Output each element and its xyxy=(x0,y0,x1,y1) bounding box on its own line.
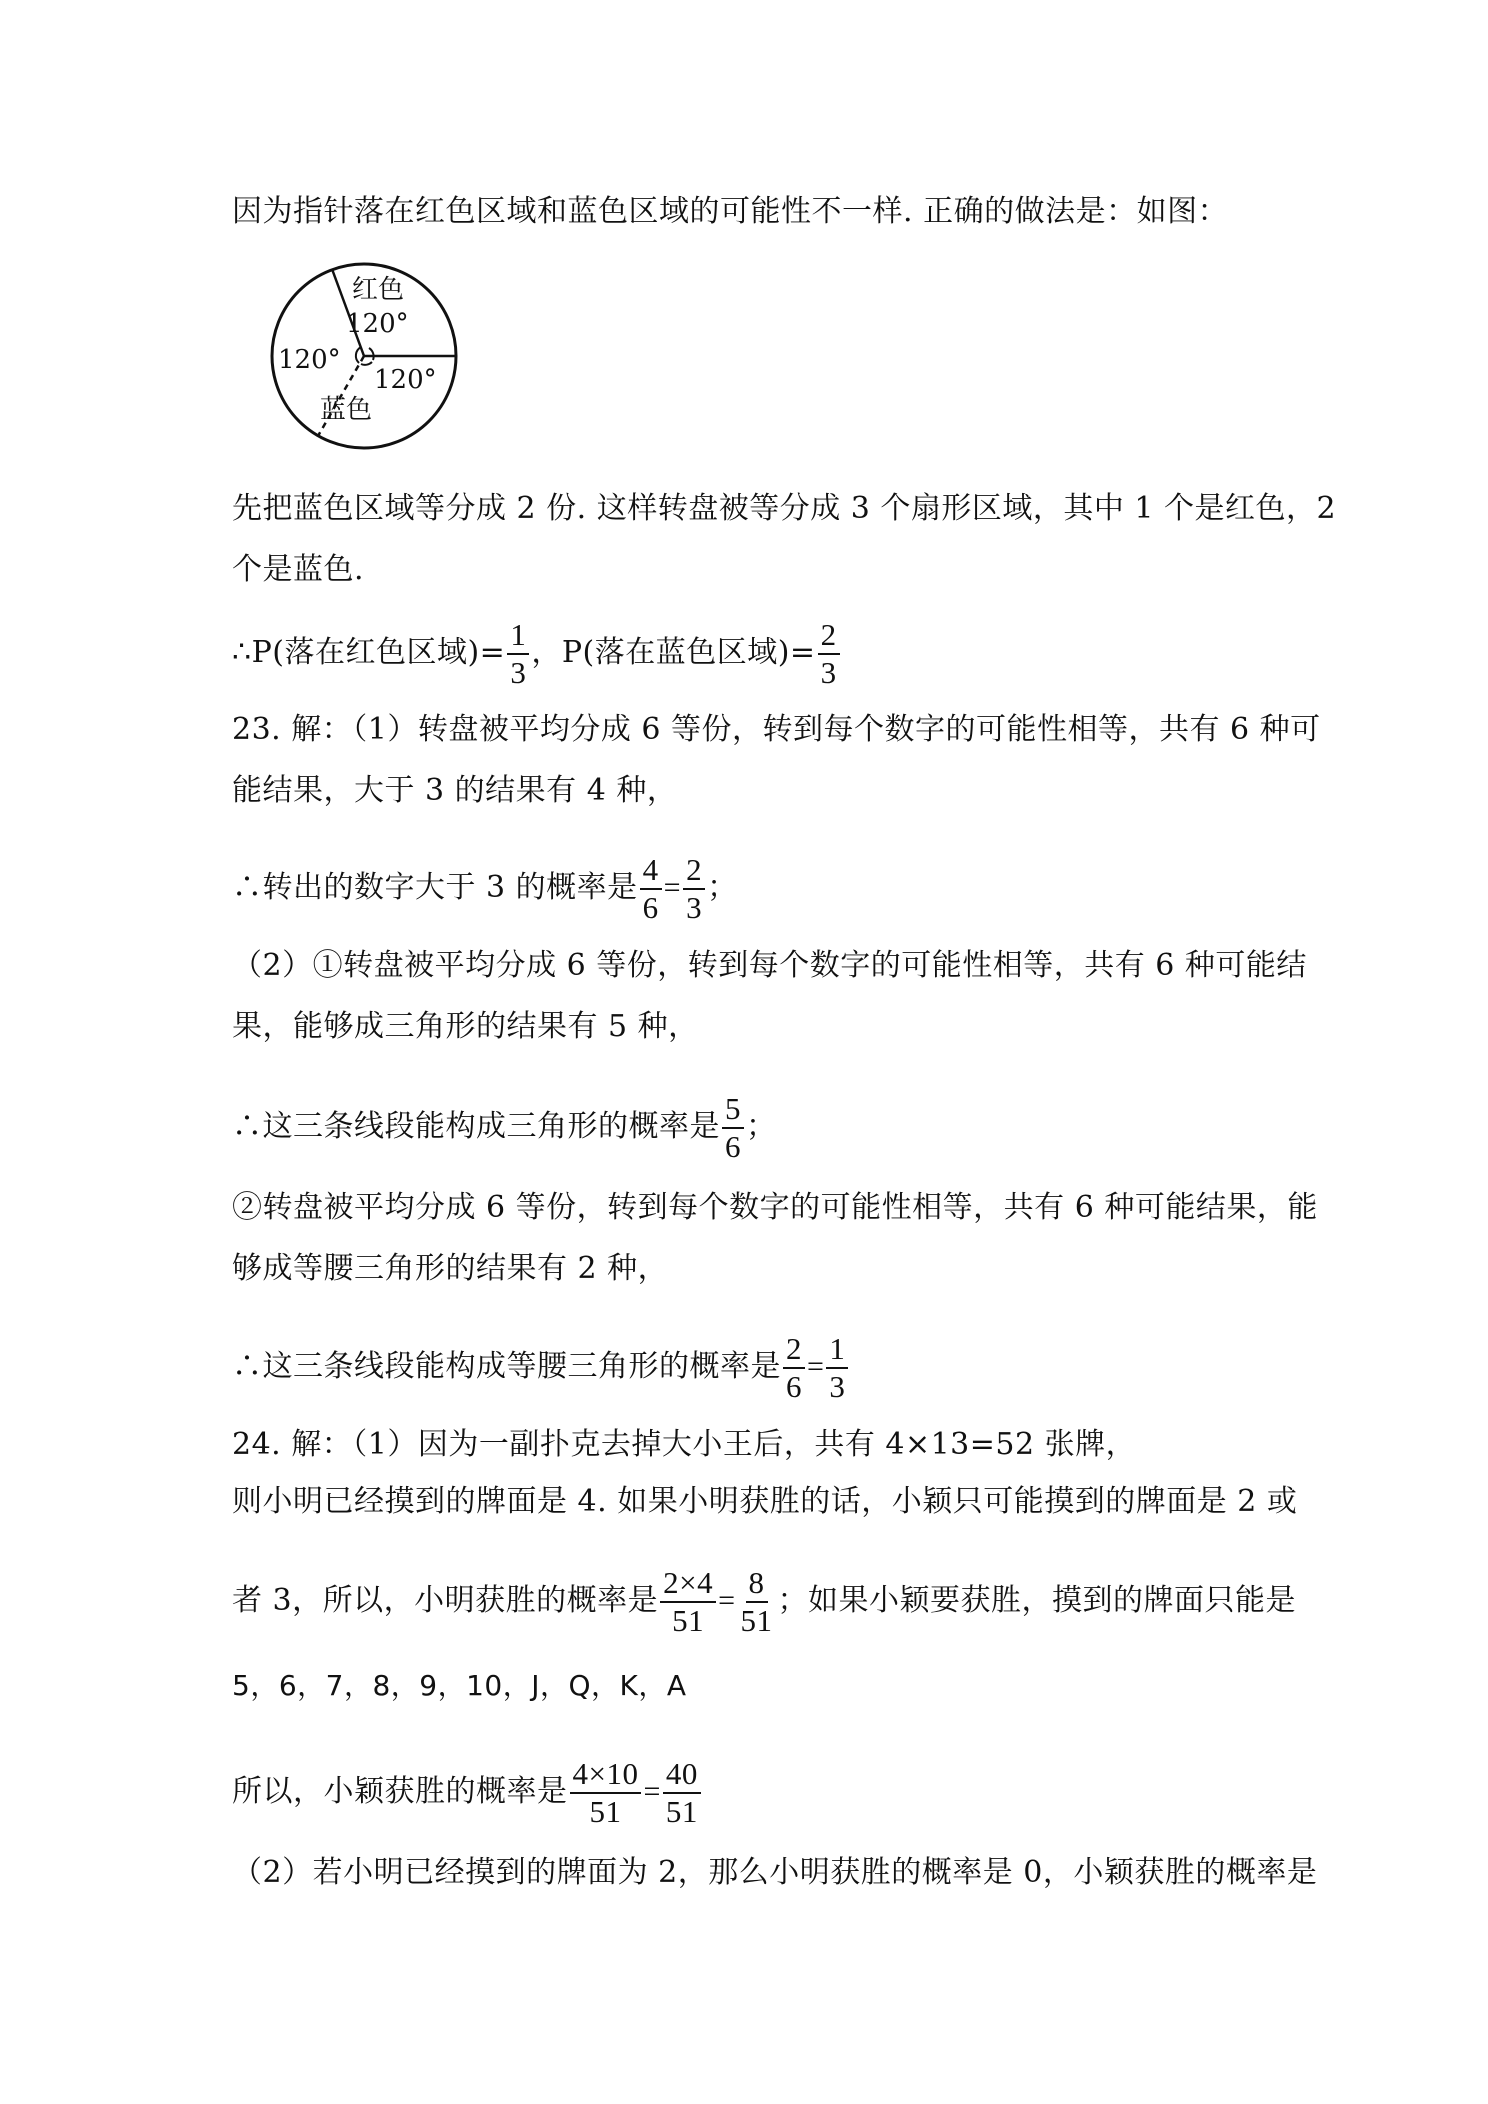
text-line-8: （2）①转盘被平均分成 6 等份，转到每个数字的可能性相等，共有 6 种可能结 xyxy=(232,948,1307,983)
text-line-15: 则小明已经摸到的牌面是 4. 如果小明获胜的话，小颖只可能摸到的牌面是 2 或 xyxy=(232,1484,1298,1519)
l4-text-b: ，P(落在蓝色区域)= xyxy=(531,635,816,670)
fraction-numerator: 2 xyxy=(783,1331,805,1369)
fraction-denominator: 3 xyxy=(510,655,527,690)
angle-left-label: 120° xyxy=(278,345,341,375)
equals-sign: = xyxy=(718,1584,736,1617)
text-line-19: （2）若小明已经摸到的牌面为 2，那么小明获胜的概率是 0，小颖获胜的概率是 xyxy=(232,1855,1318,1890)
l7-text: ∴转出的数字大于 3 的概率是 xyxy=(232,870,638,905)
fraction-5-6 xyxy=(722,1091,744,1165)
l18-text: 所以，小颖获胜的概率是 xyxy=(232,1774,568,1809)
fraction-numerator: 1 xyxy=(507,617,529,655)
fraction-1-3 xyxy=(507,617,529,691)
fraction-2-3 xyxy=(818,617,840,691)
text-line-18 xyxy=(232,1756,703,1830)
fraction-denominator: 6 xyxy=(786,1369,802,1404)
angle-top-label: 120° xyxy=(346,309,409,339)
text-line-16 xyxy=(232,1565,1296,1639)
text-line-3: 个是蓝色. xyxy=(232,552,365,587)
text-line-12: 够成等腰三角形的结果有 2 种， xyxy=(232,1251,669,1286)
fraction-40-51 xyxy=(663,1756,701,1830)
l16-text-a: 者 3，所以，小明获胜的概率是 xyxy=(232,1583,659,1618)
text-line-13 xyxy=(232,1331,850,1405)
text-line-1: 因为指针落在红色区域和蓝色区域的可能性不一样. 正确的做法是：如图： xyxy=(232,194,1229,229)
fraction-numerator: 4×10 xyxy=(570,1756,642,1794)
fraction-denominator: 6 xyxy=(725,1129,741,1164)
fraction-numerator: 40 xyxy=(663,1756,701,1794)
fraction-numerator: 8 xyxy=(746,1565,768,1603)
spinner-diagram xyxy=(268,256,488,456)
fraction-numerator: 2 xyxy=(818,617,840,655)
fraction-denominator: 51 xyxy=(665,1794,698,1829)
fraction-numerator: 2 xyxy=(683,852,705,890)
fraction-denominator: 51 xyxy=(740,1603,773,1638)
l16-text-b: ；如果小颖要获胜，摸到的牌面只能是 xyxy=(777,1583,1297,1618)
fraction-denominator: 3 xyxy=(686,890,703,925)
text-line-10 xyxy=(232,1091,777,1165)
fraction-4-6 xyxy=(640,852,662,926)
angle-right-label: 120° xyxy=(374,365,437,395)
fraction-numerator: 4 xyxy=(640,852,662,890)
l4-text-a: ∴P(落在红色区域)= xyxy=(232,635,506,670)
text-line-9: 果，能够成三角形的结果有 5 种， xyxy=(232,1009,699,1044)
fraction-denominator: 6 xyxy=(642,890,659,925)
text-line-7 xyxy=(232,852,738,926)
l10-text: ∴这三条线段能构成三角形的概率是 xyxy=(232,1109,720,1144)
text-line-5: 23. 解：（1）转盘被平均分成 6 等份，转到每个数字的可能性相等，共有 6 种可 xyxy=(232,712,1321,747)
text-line-17: 5，6，7，8，9，10，J，Q，K，A xyxy=(232,1669,687,1702)
blue-label: 蓝色 xyxy=(320,395,373,425)
fraction-8-51 xyxy=(738,1565,776,1639)
text-line-2: 先把蓝色区域等分成 2 份. 这样转盘被等分成 3 个扇形区域，其中 1 个是红色，2 xyxy=(232,491,1337,526)
fraction-2x4-51 xyxy=(660,1565,716,1639)
text-line-4 xyxy=(232,617,842,691)
equals-sign: = xyxy=(807,1350,825,1383)
equals-sign: = xyxy=(663,871,682,904)
l13-text: ∴这三条线段能构成等腰三角形的概率是 xyxy=(232,1349,781,1384)
fraction-denominator: 51 xyxy=(672,1603,705,1638)
fraction-4x10-51 xyxy=(570,1756,642,1830)
text-line-6: 能结果，大于 3 的结果有 4 种， xyxy=(232,773,678,808)
fraction-1-3-b xyxy=(826,1331,848,1405)
equals-sign: = xyxy=(643,1775,661,1808)
fraction-2-6 xyxy=(783,1331,805,1405)
red-label: 红色 xyxy=(352,275,405,305)
fraction-numerator: 1 xyxy=(826,1331,848,1369)
fraction-numerator: 2×4 xyxy=(660,1565,716,1603)
l7-end: ； xyxy=(707,870,738,905)
text-line-14: 24. 解：（1）因为一副扑克去掉大小王后，共有 4×13=52 张牌， xyxy=(232,1427,1137,1462)
fraction-2-3-b xyxy=(683,852,705,926)
fraction-denominator: 3 xyxy=(820,655,837,690)
text-line-11: ②转盘被平均分成 6 等份，转到每个数字的可能性相等，共有 6 种可能结果，能 xyxy=(232,1190,1318,1225)
fraction-denominator: 51 xyxy=(589,1794,622,1829)
fraction-numerator: 5 xyxy=(722,1091,744,1129)
l10-end: ； xyxy=(746,1109,777,1144)
fraction-denominator: 3 xyxy=(829,1369,846,1404)
